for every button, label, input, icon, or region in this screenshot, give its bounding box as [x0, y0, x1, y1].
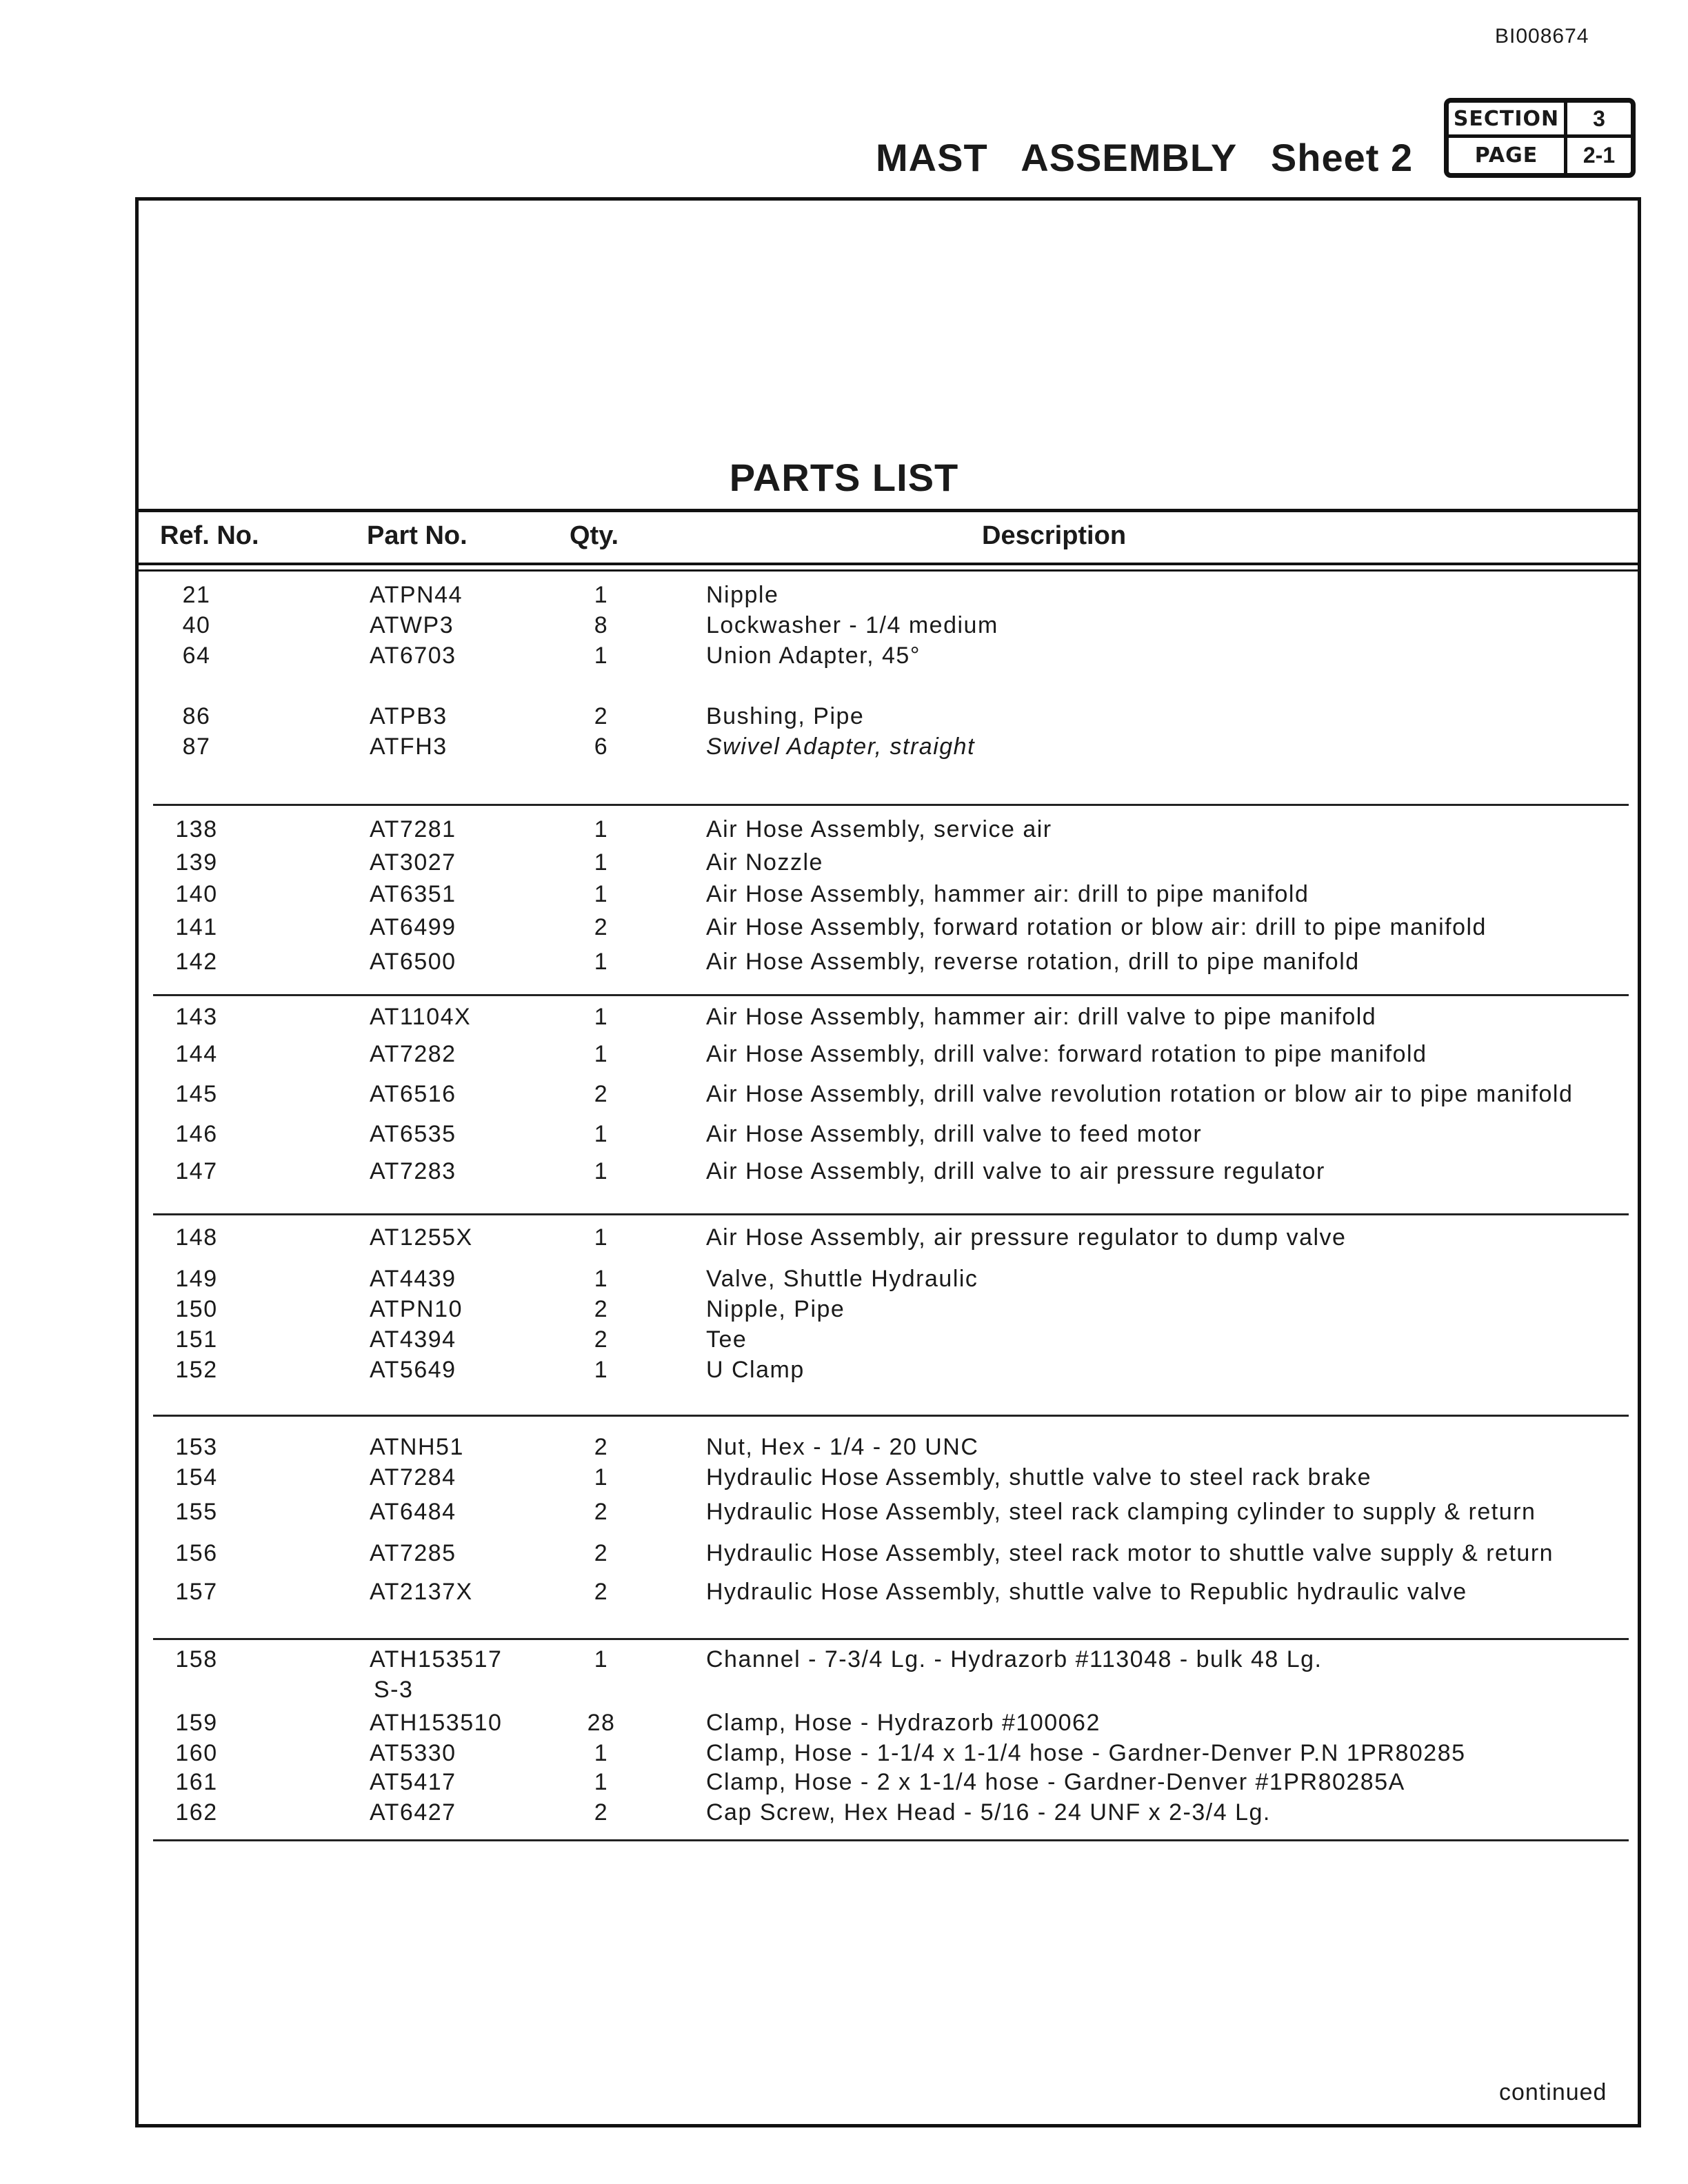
description: U Clamp — [706, 1357, 805, 1383]
ref-number: 155 — [175, 1499, 218, 1525]
ref-number: 86 — [182, 703, 211, 729]
quantity: 1 — [594, 816, 609, 842]
column-header-qty: Qty. — [570, 521, 619, 550]
group-separator — [153, 1213, 1629, 1215]
part-number: AT1104X — [370, 1004, 472, 1030]
ref-number: 141 — [175, 914, 218, 940]
table-row — [0, 914, 1688, 944]
part-number: AT6516 — [370, 1081, 456, 1107]
part-number: AT6484 — [370, 1499, 456, 1525]
part-number: AT3027 — [370, 849, 456, 876]
quantity: 6 — [594, 734, 609, 760]
table-row — [0, 1710, 1688, 1740]
column-header-part: Part No. — [367, 521, 468, 550]
quantity: 1 — [594, 1041, 609, 1067]
description: Air Hose Assembly, drill valve to feed motor — [706, 1121, 1203, 1147]
part-number: AT7283 — [370, 1158, 456, 1184]
ref-number: 156 — [175, 1540, 218, 1566]
description: Bushing, Pipe — [706, 703, 865, 729]
description: Hydraulic Hose Assembly, steel rack motor to shuttle valve supply & return — [706, 1540, 1554, 1566]
part-number: AT6703 — [370, 643, 456, 669]
description: Hydraulic Hose Assembly, steel rack clamping cylinder to supply & return — [706, 1499, 1536, 1525]
ref-number: 162 — [175, 1799, 218, 1826]
ref-number: 146 — [175, 1121, 218, 1147]
table-row — [0, 703, 1688, 734]
header-rule-top — [135, 509, 1641, 512]
quantity: 1 — [594, 949, 609, 975]
quantity: 28 — [587, 1710, 616, 1736]
description: Nipple — [706, 582, 779, 608]
table-row — [0, 1266, 1688, 1296]
description: Air Hose Assembly, forward rotation or blow air: drill to pipe manifold — [706, 914, 1487, 940]
document-id: BI008674 — [1495, 25, 1589, 48]
table-row — [0, 1499, 1688, 1529]
part-number-suffix: S-3 — [374, 1677, 414, 1703]
ref-number: 154 — [175, 1464, 218, 1490]
quantity: 2 — [594, 1434, 609, 1460]
part-number: ATPN44 — [370, 582, 463, 608]
ref-number: 161 — [175, 1769, 218, 1795]
description: Hydraulic Hose Assembly, shuttle valve to Republic hydraulic valve — [706, 1579, 1467, 1605]
quantity: 2 — [594, 914, 609, 940]
ref-number: 142 — [175, 949, 218, 975]
ref-number: 145 — [175, 1081, 218, 1107]
table-row — [0, 1769, 1688, 1799]
part-number: AT7284 — [370, 1464, 456, 1490]
part-number: AT6500 — [370, 949, 456, 975]
table-row — [0, 1357, 1688, 1387]
part-number: AT7285 — [370, 1540, 456, 1566]
description: Air Hose Assembly, drill valve: forward rotation to pipe manifold — [706, 1041, 1427, 1067]
ref-number: 21 — [182, 582, 211, 608]
description: Air Hose Assembly, drill valve to air pressure regulator — [706, 1158, 1325, 1184]
table-row — [0, 1464, 1688, 1495]
description: Cap Screw, Hex Head - 5/16 - 24 UNF x 2-3/4 Lg. — [706, 1799, 1271, 1826]
table-row — [0, 612, 1688, 643]
quantity: 2 — [594, 1081, 609, 1107]
part-number: AT7282 — [370, 1041, 456, 1067]
quantity: 1 — [594, 643, 609, 669]
ref-number: 139 — [175, 849, 218, 876]
quantity: 1 — [594, 1769, 609, 1795]
ref-number: 159 — [175, 1710, 218, 1736]
table-row — [0, 1579, 1688, 1609]
ref-number: 149 — [175, 1266, 218, 1292]
quantity: 1 — [594, 1004, 609, 1030]
group-separator — [153, 1638, 1629, 1640]
table-row — [0, 1434, 1688, 1464]
part-number: AT6499 — [370, 914, 456, 940]
part-number: ATPN10 — [370, 1296, 463, 1322]
table-row — [0, 881, 1688, 911]
ref-number: 157 — [175, 1579, 218, 1605]
quantity: 2 — [594, 1579, 609, 1605]
page-title: MAST ASSEMBLY Sheet 2 — [876, 136, 1414, 179]
part-number: AT6535 — [370, 1121, 456, 1147]
table-row — [0, 1646, 1688, 1677]
ref-number: 150 — [175, 1296, 218, 1322]
description: Swivel Adapter, straight — [706, 734, 976, 760]
quantity: 2 — [594, 1540, 609, 1566]
part-number: AT4394 — [370, 1326, 456, 1353]
part-number: AT5417 — [370, 1769, 456, 1795]
header-rule-bottom — [135, 563, 1641, 565]
quantity: 2 — [594, 703, 609, 729]
description: Tee — [706, 1326, 747, 1353]
quantity: 1 — [594, 1266, 609, 1292]
group-separator — [153, 804, 1629, 806]
table-row — [0, 1540, 1688, 1570]
page-label: PAGE — [1449, 138, 1567, 173]
parts-list-title: PARTS LIST — [729, 456, 959, 499]
column-header-description: Description — [982, 521, 1127, 550]
quantity: 2 — [594, 1326, 609, 1353]
table-row — [0, 1326, 1688, 1357]
part-number: AT5649 — [370, 1357, 456, 1383]
quantity: 2 — [594, 1499, 609, 1525]
part-number: AT1255X — [370, 1224, 473, 1251]
part-number: AT7281 — [370, 816, 456, 842]
ref-number: 160 — [175, 1740, 218, 1766]
description: Valve, Shuttle Hydraulic — [706, 1266, 978, 1292]
continued-note: continued — [1499, 2079, 1607, 2105]
table-row — [0, 816, 1688, 847]
description: Nut, Hex - 1/4 - 20 UNC — [706, 1434, 979, 1460]
ref-number: 140 — [175, 881, 218, 907]
table-row — [0, 1799, 1688, 1830]
ref-number: 151 — [175, 1326, 218, 1353]
description: Air Hose Assembly, air pressure regulator to dump valve — [706, 1224, 1347, 1251]
section-page-box — [1444, 98, 1636, 178]
section-label: SECTION — [1449, 103, 1567, 138]
ref-number: 158 — [175, 1646, 218, 1672]
quantity: 1 — [594, 1646, 609, 1672]
ref-number: 148 — [175, 1224, 218, 1251]
part-number: AT6351 — [370, 881, 456, 907]
table-row — [0, 1121, 1688, 1151]
ref-number: 138 — [175, 816, 218, 842]
table-row — [0, 1004, 1688, 1034]
description: Clamp, Hose - 2 x 1-1/4 hose - Gardner-Denver #1PR80285A — [706, 1769, 1405, 1795]
part-number: ATWP3 — [370, 612, 454, 638]
ref-number: 153 — [175, 1434, 218, 1460]
table-row — [0, 849, 1688, 880]
ref-number: 147 — [175, 1158, 218, 1184]
description: Channel - 7-3/4 Lg. - Hydrazorb #113048 - bulk 48 Lg. — [706, 1646, 1323, 1672]
description: Nipple, Pipe — [706, 1296, 845, 1322]
ref-number: 152 — [175, 1357, 218, 1383]
header-rule-bottom-inner — [135, 569, 1641, 572]
quantity: 1 — [594, 1224, 609, 1251]
quantity: 1 — [594, 1158, 609, 1184]
table-row — [0, 1041, 1688, 1071]
quantity: 1 — [594, 1357, 609, 1383]
table-row — [0, 582, 1688, 612]
table-row — [0, 949, 1688, 979]
part-number: ATNH51 — [370, 1434, 464, 1460]
description: Air Hose Assembly, hammer air: drill valve to pipe manifold — [706, 1004, 1377, 1030]
table-row — [0, 643, 1688, 673]
group-separator — [153, 1839, 1629, 1841]
ref-number: 144 — [175, 1041, 218, 1067]
description: Clamp, Hose - 1-1/4 x 1-1/4 hose - Gardner-Denver P.N 1PR80285 — [706, 1740, 1466, 1766]
description: Union Adapter, 45° — [706, 643, 921, 669]
table-row — [0, 1296, 1688, 1326]
ref-number: 143 — [175, 1004, 218, 1030]
table-row — [0, 1740, 1688, 1770]
description: Air Hose Assembly, drill valve revolution rotation or blow air to pipe manifold — [706, 1081, 1574, 1107]
description: Lockwasher - 1/4 medium — [706, 612, 998, 638]
group-separator — [153, 994, 1629, 996]
ref-number: 87 — [182, 734, 211, 760]
table-row — [0, 734, 1688, 764]
part-number: ATH153510 — [370, 1710, 503, 1736]
quantity: 1 — [594, 582, 609, 608]
description: Air Hose Assembly, reverse rotation, drill to pipe manifold — [706, 949, 1360, 975]
quantity: 1 — [594, 881, 609, 907]
quantity: 1 — [594, 1740, 609, 1766]
group-separator — [153, 1415, 1629, 1417]
quantity: 1 — [594, 1464, 609, 1490]
table-row — [0, 1158, 1688, 1189]
description: Air Hose Assembly, hammer air: drill to pipe manifold — [706, 881, 1309, 907]
part-number: ATH153517 — [370, 1646, 503, 1672]
quantity: 1 — [594, 1121, 609, 1147]
quantity: 2 — [594, 1799, 609, 1826]
quantity: 2 — [594, 1296, 609, 1322]
table-row — [0, 1224, 1688, 1255]
ref-number: 40 — [182, 612, 211, 638]
ref-number: 64 — [182, 643, 211, 669]
part-number: ATPB3 — [370, 703, 448, 729]
part-number: AT6427 — [370, 1799, 456, 1826]
table-row — [0, 1081, 1688, 1111]
section-value: 3 — [1567, 103, 1631, 138]
description: Air Hose Assembly, service air — [706, 816, 1052, 842]
part-number: ATFH3 — [370, 734, 448, 760]
description: Clamp, Hose - Hydrazorb #100062 — [706, 1710, 1101, 1736]
part-number: AT2137X — [370, 1579, 473, 1605]
column-header-ref: Ref. No. — [160, 521, 259, 550]
quantity: 1 — [594, 849, 609, 876]
part-number: AT5330 — [370, 1740, 456, 1766]
description: Air Nozzle — [706, 849, 823, 876]
part-number: AT4439 — [370, 1266, 456, 1292]
description: Hydraulic Hose Assembly, shuttle valve to steel rack brake — [706, 1464, 1372, 1490]
page-value: 2-1 — [1582, 143, 1616, 168]
quantity: 8 — [594, 612, 609, 638]
